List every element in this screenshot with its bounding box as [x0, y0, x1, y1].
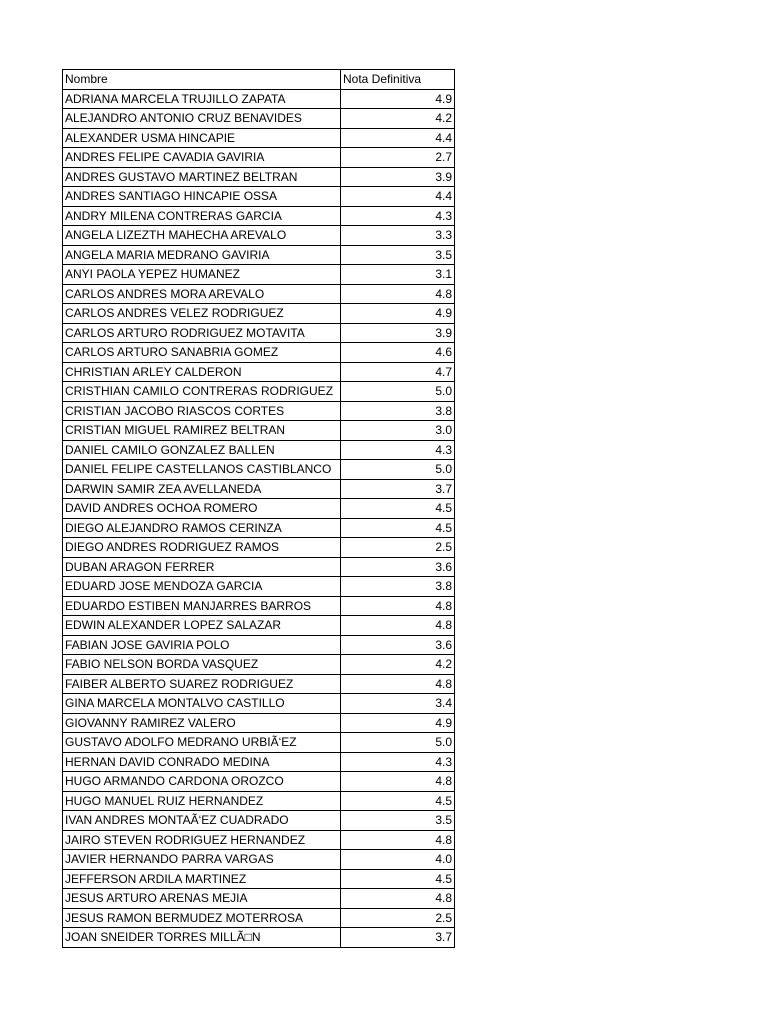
student-name-cell: DUBAN ARAGON FERRER	[63, 557, 341, 577]
table-row	[63, 440, 455, 460]
final-grade-cell: 4.3	[341, 206, 455, 226]
final-grade-cell: 4.8	[341, 596, 455, 616]
final-grade-cell: 2.5	[341, 908, 455, 928]
table-row	[63, 577, 455, 597]
student-name-cell: CRISTHIAN CAMILO CONTRERAS RODRIGUEZ	[63, 382, 341, 402]
student-name-cell: ALEJANDRO ANTONIO CRUZ BENAVIDES	[63, 109, 341, 129]
header-nombre: Nombre	[63, 70, 341, 90]
final-grade-cell: 4.0	[341, 850, 455, 870]
table-row	[63, 304, 455, 324]
student-name-cell: DANIEL FELIPE CASTELLANOS CASTIBLANCO	[63, 460, 341, 480]
final-grade-cell: 2.7	[341, 148, 455, 168]
final-grade-cell: 4.9	[341, 304, 455, 324]
student-name-cell: ANDRES SANTIAGO HINCAPIE OSSA	[63, 187, 341, 207]
student-name-cell: ANYI PAOLA YEPEZ HUMANEZ	[63, 265, 341, 285]
final-grade-cell: 5.0	[341, 733, 455, 753]
final-grade-cell: 3.5	[341, 811, 455, 831]
final-grade-cell: 4.4	[341, 187, 455, 207]
student-name-cell: CARLOS ARTURO RODRIGUEZ MOTAVITA	[63, 323, 341, 343]
student-name-cell: DAVID ANDRES OCHOA ROMERO	[63, 499, 341, 519]
header-row	[63, 70, 455, 90]
table-row	[63, 635, 455, 655]
final-grade-cell: 3.9	[341, 323, 455, 343]
table-row	[63, 713, 455, 733]
student-name-cell: ADRIANA MARCELA TRUJILLO ZAPATA	[63, 89, 341, 109]
final-grade-cell: 4.8	[341, 284, 455, 304]
table-row	[63, 245, 455, 265]
table-row	[63, 206, 455, 226]
final-grade-cell: 3.6	[341, 635, 455, 655]
table-row	[63, 557, 455, 577]
table-row	[63, 226, 455, 246]
student-name-cell: GUSTAVO ADOLFO MEDRANO URBIÃ‘EZ	[63, 733, 341, 753]
student-name-cell: ANGELA LIZEZTH MAHECHA AREVALO	[63, 226, 341, 246]
final-grade-cell: 3.4	[341, 694, 455, 714]
table-row	[63, 343, 455, 363]
student-name-cell: FAIBER ALBERTO SUAREZ RODRIGUEZ	[63, 674, 341, 694]
table-row	[63, 265, 455, 285]
table-row	[63, 401, 455, 421]
student-name-cell: DARWIN SAMIR ZEA AVELLANEDA	[63, 479, 341, 499]
student-name-cell: ANDRY MILENA CONTRERAS GARCIA	[63, 206, 341, 226]
final-grade-cell: 4.9	[341, 713, 455, 733]
student-name-cell: JAIRO STEVEN RODRIGUEZ HERNANDEZ	[63, 830, 341, 850]
table-row	[63, 674, 455, 694]
final-grade-cell: 4.8	[341, 616, 455, 636]
table-row	[63, 284, 455, 304]
student-name-cell: ANGELA MARIA MEDRANO GAVIRIA	[63, 245, 341, 265]
table-row	[63, 362, 455, 382]
student-name-cell: DIEGO ANDRES RODRIGUEZ RAMOS	[63, 538, 341, 558]
final-grade-cell: 3.5	[341, 245, 455, 265]
table-row	[63, 89, 455, 109]
grades-body	[63, 89, 455, 947]
table-row	[63, 830, 455, 850]
student-name-cell: ALEXANDER USMA HINCAPIE	[63, 128, 341, 148]
student-name-cell: ANDRES GUSTAVO MARTINEZ BELTRAN	[63, 167, 341, 187]
table-row	[63, 908, 455, 928]
final-grade-cell: 3.1	[341, 265, 455, 285]
final-grade-cell: 3.7	[341, 479, 455, 499]
final-grade-cell: 4.2	[341, 655, 455, 675]
final-grade-cell: 3.0	[341, 421, 455, 441]
table-row	[63, 499, 455, 519]
student-name-cell: CRISTIAN JACOBO RIASCOS CORTES	[63, 401, 341, 421]
student-name-cell: JESUS ARTURO ARENAS MEJIA	[63, 889, 341, 909]
table-row	[63, 187, 455, 207]
student-name-cell: FABIO NELSON BORDA VASQUEZ	[63, 655, 341, 675]
student-name-cell: JESUS RAMON BERMUDEZ MOTERROSA	[63, 908, 341, 928]
final-grade-cell: 4.8	[341, 830, 455, 850]
final-grade-cell: 3.9	[341, 167, 455, 187]
final-grade-cell: 4.9	[341, 89, 455, 109]
grades-table	[62, 69, 455, 948]
final-grade-cell: 4.3	[341, 440, 455, 460]
student-name-cell: JEFFERSON ARDILA MARTINEZ	[63, 869, 341, 889]
table-row	[63, 869, 455, 889]
student-name-cell: EDUARD JOSE MENDOZA GARCIA	[63, 577, 341, 597]
table-row	[63, 382, 455, 402]
final-grade-cell: 5.0	[341, 460, 455, 480]
student-name-cell: HERNAN DAVID CONRADO MEDINA	[63, 752, 341, 772]
header-nota-definitiva: Nota Definitiva	[341, 70, 455, 90]
table-row	[63, 733, 455, 753]
table-row	[63, 518, 455, 538]
table-row	[63, 655, 455, 675]
final-grade-cell: 4.3	[341, 752, 455, 772]
grades-sheet	[62, 69, 455, 948]
table-row	[63, 479, 455, 499]
table-row	[63, 421, 455, 441]
table-row	[63, 928, 455, 948]
student-name-cell: GINA MARCELA MONTALVO CASTILLO	[63, 694, 341, 714]
student-name-cell: CRISTIAN MIGUEL RAMIREZ BELTRAN	[63, 421, 341, 441]
table-row	[63, 694, 455, 714]
final-grade-cell: 4.2	[341, 109, 455, 129]
final-grade-cell: 4.8	[341, 772, 455, 792]
table-row	[63, 538, 455, 558]
final-grade-cell: 4.5	[341, 499, 455, 519]
student-name-cell: EDUARDO ESTIBEN MANJARRES BARROS	[63, 596, 341, 616]
final-grade-cell: 3.7	[341, 928, 455, 948]
table-row	[63, 772, 455, 792]
final-grade-cell: 4.5	[341, 518, 455, 538]
table-row	[63, 791, 455, 811]
table-row	[63, 752, 455, 772]
table-row	[63, 128, 455, 148]
final-grade-cell: 4.5	[341, 791, 455, 811]
final-grade-cell: 4.6	[341, 343, 455, 363]
student-name-cell: CHRISTIAN ARLEY CALDERON	[63, 362, 341, 382]
final-grade-cell: 3.8	[341, 401, 455, 421]
student-name-cell: IVAN ANDRES MONTAÃ‘EZ CUADRADO	[63, 811, 341, 831]
student-name-cell: FABIAN JOSE GAVIRIA POLO	[63, 635, 341, 655]
table-row	[63, 460, 455, 480]
student-name-cell: DANIEL CAMILO GONZALEZ BALLEN	[63, 440, 341, 460]
student-name-cell: GIOVANNY RAMIREZ VALERO	[63, 713, 341, 733]
table-row	[63, 596, 455, 616]
final-grade-cell: 4.8	[341, 674, 455, 694]
final-grade-cell: 3.8	[341, 577, 455, 597]
final-grade-cell: 3.6	[341, 557, 455, 577]
final-grade-cell: 5.0	[341, 382, 455, 402]
student-name-cell: CARLOS ANDRES VELEZ RODRIGUEZ	[63, 304, 341, 324]
final-grade-cell: 4.4	[341, 128, 455, 148]
student-name-cell: HUGO ARMANDO CARDONA OROZCO	[63, 772, 341, 792]
student-name-cell: EDWIN ALEXANDER LOPEZ SALAZAR	[63, 616, 341, 636]
final-grade-cell: 4.5	[341, 869, 455, 889]
student-name-cell: ANDRES FELIPE CAVADIA GAVIRIA	[63, 148, 341, 168]
student-name-cell: CARLOS ANDRES MORA AREVALO	[63, 284, 341, 304]
table-row	[63, 323, 455, 343]
table-row	[63, 109, 455, 129]
table-row	[63, 616, 455, 636]
final-grade-cell: 2.5	[341, 538, 455, 558]
student-name-cell: JAVIER HERNANDO PARRA VARGAS	[63, 850, 341, 870]
student-name-cell: DIEGO ALEJANDRO RAMOS CERINZA	[63, 518, 341, 538]
table-row	[63, 850, 455, 870]
table-row	[63, 811, 455, 831]
student-name-cell: HUGO MANUEL RUIZ HERNANDEZ	[63, 791, 341, 811]
student-name-cell: CARLOS ARTURO SANABRIA GOMEZ	[63, 343, 341, 363]
final-grade-cell: 4.8	[341, 889, 455, 909]
final-grade-cell: 3.3	[341, 226, 455, 246]
table-row	[63, 889, 455, 909]
student-name-cell: JOAN SNEIDER TORRES MILLÃ□N	[63, 928, 341, 948]
table-row	[63, 148, 455, 168]
table-row	[63, 167, 455, 187]
final-grade-cell: 4.7	[341, 362, 455, 382]
